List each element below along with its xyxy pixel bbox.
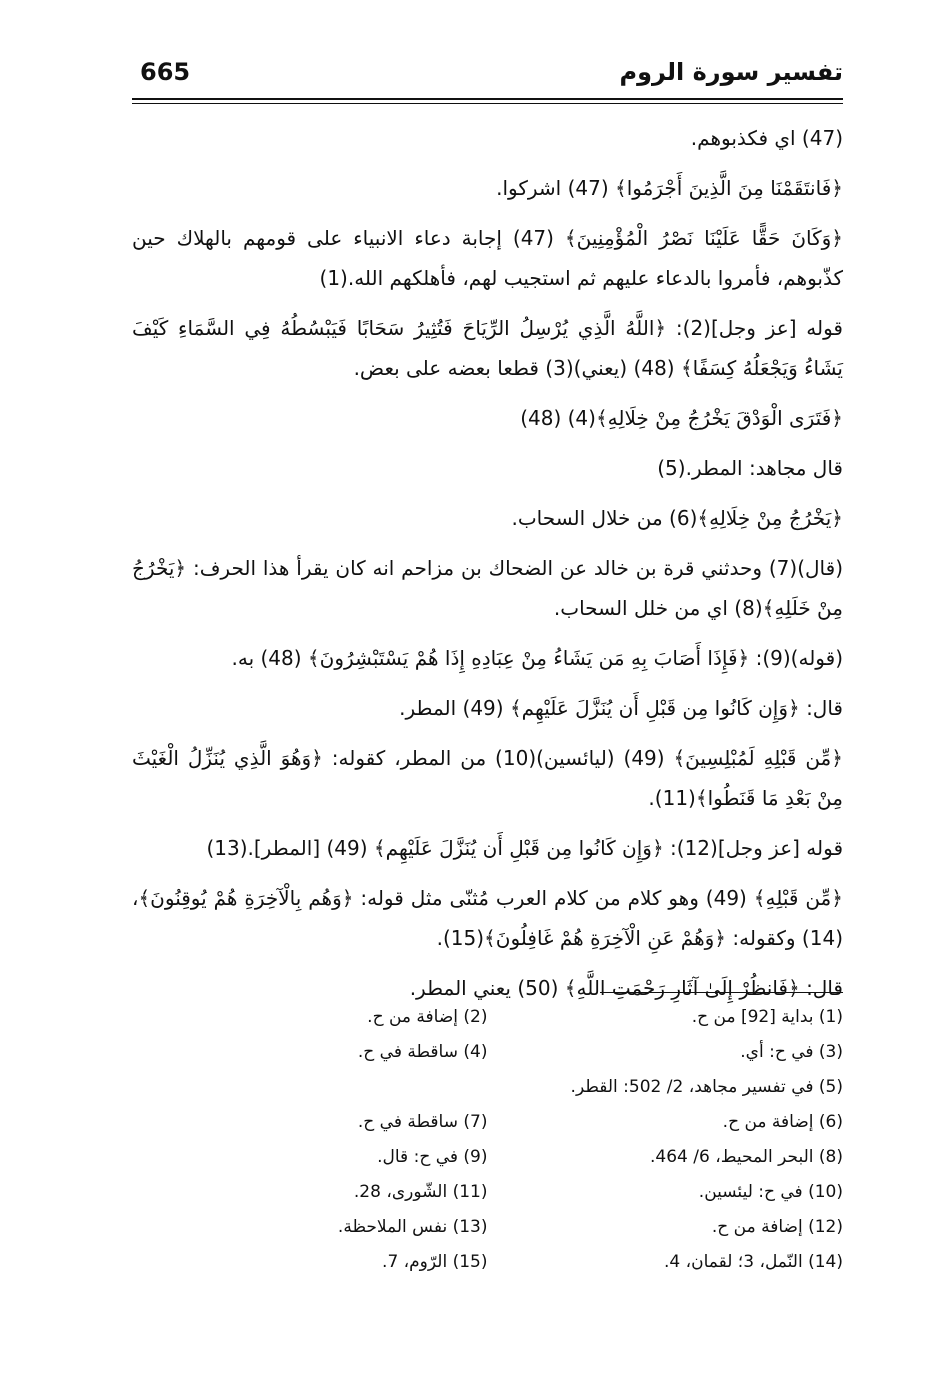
footnotes: [132, 1000, 843, 1280]
footnote: (9) في ح: قال.: [377, 1147, 488, 1167]
footnote: (6) إضافة من ح.: [722, 1112, 843, 1132]
footnote-row: [132, 1140, 843, 1175]
paragraph: ﴿فَانتَقَمْنَا مِنَ الَّذِينَ أَجْرَمُوا﴾ (47) اشركوا.: [496, 176, 843, 200]
paragraph: (47) اي فكذبوهم.: [690, 126, 843, 150]
footnote-row: [132, 1000, 843, 1035]
paragraph: ﴿فَتَرَى الْوَدْقَ يَخْرُجُ مِنْ خِلَالِهِ﴾(4) (48): [520, 406, 843, 430]
footnote: (5) في تفسير مجاهد، 2/ 502: القطر.: [570, 1077, 843, 1097]
paragraph: (قوله)(9): ﴿فَإِذَا أَصَابَ بِهِ مَن يَشَاءُ مِنْ عِبَادِهِ إِذَا هُمْ يَسْتَبْشِرُونَ﴾ (48) به.: [231, 646, 843, 670]
footnote: (11) الشّورى، 28.: [353, 1182, 488, 1202]
paragraph: قال: ﴿فَانظُرْ إِلَىٰ آثَارِ رَحْمَتِ اللَّهِ﴾ (50) يعني المطر.: [409, 976, 843, 1000]
footnote: (2) إضافة من ح.: [367, 1007, 488, 1027]
header-rule-thin: [132, 103, 843, 104]
paragraph: ﴿وَكَانَ حَقًّا عَلَيْنَا نَصْرُ الْمُؤْمِنِينَ﴾ (47) إجابة دعاء الانبياء على قومهم بالهلاك حين كذّبوهم، فأمروا بالدعاء عليهم ثم استجيب لهم، فأهلكهم الله.(1): [132, 226, 843, 290]
paragraph: (قال)(7) وحدثني قرة بن خالد عن الضحاك بن مزاحم انه كان يقرأ هذا الحرف: ﴿يَخْرُجُ مِنْ خَلَلِهِ﴾(8) اي من خلل السحاب.: [132, 556, 843, 620]
footnote: (1) بداية [92] من ح.: [691, 1007, 843, 1027]
running-title: تفسير سورة الروم: [619, 58, 843, 86]
footnote-row: [132, 1035, 843, 1070]
paragraph: قوله [عز وجل](12): ﴿وَإِن كَانُوا مِن قَبْلِ أَن يُنَزَّلَ عَلَيْهِم﴾ (49) [المطر].(13): [206, 836, 843, 860]
footnote-row: [132, 1175, 843, 1210]
paragraph: ﴿يَخْرُجُ مِنْ خِلَالِهِ﴾(6) من خلال السحاب.: [511, 506, 843, 530]
footnote: (15) الرّوم، 7.: [382, 1252, 488, 1272]
paragraph: قوله [عز وجل](2): ﴿اللَّهُ الَّذِي يُرْسِلُ الرِّيَاحَ فَتُثِيرُ سَحَابًا فَيَبْسُطُهُ فِي السَّمَاءِ كَيْفَ يَشَاءُ وَيَجْعَلُهُ كِسَفًا﴾ (48) (يعني)(3) قطعا بعضه على بعض.: [132, 316, 843, 380]
page-header: [132, 58, 843, 94]
footnote-row: [132, 1105, 843, 1140]
footnote: (13) نفس الملاحظة.: [337, 1217, 488, 1237]
footnote: (14) النّمل، 3؛ لقمان، 4.: [664, 1252, 843, 1272]
footnote: (8) البحر المحيط، 6/ 464.: [650, 1147, 843, 1167]
footnote-row: [132, 1070, 843, 1105]
paragraph: ﴿مِّن قَبْلِهِ﴾ (49) وهو كلام من كلام العرب مُثنّى مثل قوله: ﴿وَهُم بِالْآخِرَةِ هُمْ يُوقِنُونَ﴾،(14) وكقوله: ﴿وَهُمْ عَنِ الْآخِرَةِ هُمْ غَافِلُونَ﴾(15).: [132, 886, 843, 950]
footnote: [132, 1070, 488, 1105]
paragraph: قال: ﴿وَإِن كَانُوا مِن قَبْلِ أَن يُنَزَّلَ عَلَيْهِم﴾ (49) المطر.: [399, 696, 843, 720]
header-rule: [132, 98, 843, 100]
footnote-row: [132, 1210, 843, 1245]
page-number: 665: [140, 58, 191, 86]
paragraph: قال مجاهد: المطر.(5): [657, 456, 843, 480]
paragraph: ﴿مِّن قَبْلِهِ لَمُبْلِسِينَ﴾ (49) (ليائسين)(10) من المطر، كقوله: ﴿وَهُوَ الَّذِي يُنَزِّلُ الْغَيْثَ مِنْ بَعْدِ مَا قَنَطُوا﴾(11).: [132, 746, 843, 810]
footnote: (10) في ح: ليئسين.: [698, 1182, 843, 1202]
footnote-row: [132, 1245, 843, 1280]
footnote-separator: [600, 992, 843, 993]
commentary-text: [132, 118, 843, 1018]
footnote: (3) في ح: أي.: [740, 1042, 843, 1062]
footnote: (12) إضافة من ح.: [711, 1217, 843, 1237]
footnote: (7) ساقطة في ح.: [357, 1112, 488, 1132]
footnote: (4) ساقطة في ح.: [357, 1042, 488, 1062]
